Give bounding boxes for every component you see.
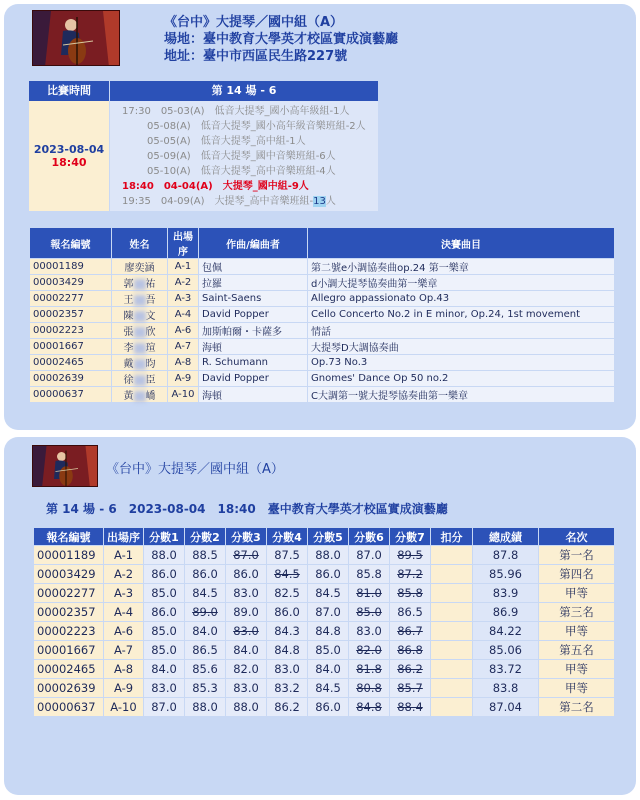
score-entry-order: A-3 (104, 584, 144, 603)
score-dropped: 85.7 (390, 679, 431, 698)
score-entry-id: 00002639 (34, 679, 104, 698)
entry-id: 00001667 (30, 339, 112, 355)
score-value: 84.0 (185, 622, 226, 641)
entry-id: 00000637 (30, 387, 112, 403)
schedule-session-header: 第 14 場 - 6 (110, 81, 378, 101)
schedule-time: 18:40 (51, 156, 87, 169)
score-dropped: 86.7 (390, 622, 431, 641)
score-value: 86.5 (390, 603, 431, 622)
score-row (34, 565, 615, 584)
score-value: 84.0 (308, 660, 349, 679)
entry-piece: C大調第一號大提琴協奏曲第一樂章 (308, 387, 615, 403)
score-value: 86.5 (185, 641, 226, 660)
score-dropped: 84.8 (349, 698, 390, 717)
score-value: 86.2 (267, 698, 308, 717)
col-header-id: 報名編號 (30, 228, 112, 259)
score-row (34, 679, 615, 698)
score-value: 83.0 (267, 660, 308, 679)
entry-id: 00001189 (30, 259, 112, 275)
entry-name-first: 郭 (123, 279, 134, 290)
entry-name-last: 文 (145, 311, 156, 322)
score-total: 83.9 (473, 584, 539, 603)
entry-row (30, 339, 615, 355)
highlighted-count: 13 (313, 196, 326, 207)
entry-name-last: 昀 (145, 359, 156, 370)
score-deduction (431, 584, 473, 603)
entry-name-first: 陳 (123, 311, 134, 322)
score-entry-order: A-6 (104, 622, 144, 641)
entry-piece: Allegro appassionato Op.43 (308, 291, 615, 307)
score-dropped: 83.0 (226, 622, 267, 641)
redacted-mark (134, 311, 146, 322)
score-row (34, 698, 615, 717)
entry-order: A-7 (168, 339, 199, 355)
event-title: 《台中》大提琴／國中組（A） (164, 15, 344, 30)
entry-name-last: 瑄 (145, 343, 156, 354)
score-value: 83.2 (267, 679, 308, 698)
score-value: 85.0 (308, 641, 349, 660)
score-value: 84.5 (308, 679, 349, 698)
entry-piece: 大提琴D大調協奏曲 (308, 339, 615, 355)
score-value: 85.6 (185, 660, 226, 679)
score-value: 86.0 (185, 565, 226, 584)
entry-row (30, 291, 615, 307)
score-dropped: 80.8 (349, 679, 390, 698)
results-session-line: 第 14 場 - 6 2023-08-04 18:40 臺中教育大學英才校區實成演藝廳 (46, 502, 448, 516)
score-row (34, 584, 615, 603)
score-entry-order: A-7 (104, 641, 144, 660)
schedule-list (110, 101, 378, 211)
score-value: 85.8 (349, 565, 390, 584)
score-total: 87.04 (473, 698, 539, 717)
col-header-score4: 分數4 (267, 528, 308, 546)
entry-name-first: 廖奕涵 (124, 263, 155, 274)
score-row (34, 622, 615, 641)
entries-header-row (30, 228, 615, 259)
score-value: 84.0 (226, 641, 267, 660)
score-value: 86.0 (144, 565, 185, 584)
col-header-score2: 分數2 (185, 528, 226, 546)
score-value: 85.0 (144, 641, 185, 660)
entry-composer: Saint-Saens (199, 291, 308, 307)
event-venue: 場地：臺中教育大學英才校區實成演藝廳 (164, 32, 399, 47)
score-entry-order: A-10 (104, 698, 144, 717)
score-entry-order: A-8 (104, 660, 144, 679)
score-entry-order: A-2 (104, 565, 144, 584)
score-value: 84.5 (308, 584, 349, 603)
score-row (34, 603, 615, 622)
schedule-row-text: 19:35 04-09(A) 大提琴_高中音樂班組- (122, 196, 314, 207)
entry-name-cell (112, 339, 168, 355)
score-dropped: 85.0 (349, 603, 390, 622)
entry-name-last: 祐 (145, 279, 156, 290)
score-value: 87.0 (349, 546, 390, 565)
entry-order: A-1 (168, 259, 199, 275)
score-value: 86.0 (144, 603, 185, 622)
score-entry-id: 00002223 (34, 622, 104, 641)
schedule-date: 2023-08-04 (33, 143, 105, 156)
score-rank: 甲等 (539, 584, 615, 603)
score-value: 88.0 (226, 698, 267, 717)
score-dropped: 82.0 (349, 641, 390, 660)
entry-name-cell (112, 291, 168, 307)
entry-piece: 情話 (308, 323, 615, 339)
score-value: 84.0 (144, 660, 185, 679)
score-total: 86.9 (473, 603, 539, 622)
entry-name-cell (112, 387, 168, 403)
col-header-total: 總成績 (473, 528, 539, 546)
score-deduction (431, 546, 473, 565)
score-total: 83.8 (473, 679, 539, 698)
score-dropped: 87.2 (390, 565, 431, 584)
col-header-id: 報名編號 (34, 528, 104, 546)
entry-id: 00002277 (30, 291, 112, 307)
event-address: 地址：臺中市西區民生路227號 (164, 49, 348, 64)
entry-order: A-10 (168, 387, 199, 403)
schedule-date-cell (29, 101, 109, 211)
col-header-order: 出場序 (104, 528, 144, 546)
score-entry-id: 00000637 (34, 698, 104, 717)
score-deduction (431, 660, 473, 679)
schedule-row: 05-05(A) 低音大提琴_高中組-1人 (147, 136, 306, 147)
score-entry-order: A-1 (104, 546, 144, 565)
score-rank: 甲等 (539, 660, 615, 679)
score-deduction (431, 641, 473, 660)
cellist-logo-image (32, 10, 120, 66)
entry-composer: 拉羅 (199, 275, 308, 291)
entry-order: A-9 (168, 371, 199, 387)
schedule-row: 17:30 05-03(A) 低音大提琴_國小高年級組-1人 (122, 106, 350, 117)
col-header-composer: 作曲/編曲者 (199, 228, 308, 259)
entry-row (30, 387, 615, 403)
entry-piece: Gnomes' Dance Op 50 no.2 (308, 371, 615, 387)
score-total: 85.06 (473, 641, 539, 660)
score-value: 87.0 (144, 698, 185, 717)
score-entry-order: A-4 (104, 603, 144, 622)
score-deduction (431, 622, 473, 641)
score-entry-id: 00001667 (34, 641, 104, 660)
schedule-row (110, 194, 378, 209)
score-deduction (431, 679, 473, 698)
score-dropped: 81.8 (349, 660, 390, 679)
score-value: 83.0 (226, 584, 267, 603)
entry-piece: 第二號e小調協奏曲op.24 第一樂章 (308, 259, 615, 275)
entry-composer: 海頓 (199, 387, 308, 403)
redacted-mark (134, 295, 146, 306)
score-deduction (431, 698, 473, 717)
schedule-row-suffix: 人 (325, 196, 336, 207)
col-header-name: 姓名 (112, 228, 168, 259)
score-value: 84.8 (308, 622, 349, 641)
score-rank: 第四名 (539, 565, 615, 584)
entry-name-first: 王 (123, 295, 134, 306)
score-dropped: 86.2 (390, 660, 431, 679)
entry-name-cell (112, 371, 168, 387)
score-row (34, 641, 615, 660)
entry-name-last: 臣 (145, 375, 156, 386)
schedule-row: 05-09(A) 低音大提琴_國中音樂班組-6人 (147, 151, 336, 162)
entry-order: A-3 (168, 291, 199, 307)
entry-row (30, 307, 615, 323)
entry-id: 00002465 (30, 355, 112, 371)
redacted-mark (134, 375, 146, 386)
score-row (34, 546, 615, 565)
entry-row (30, 275, 615, 291)
score-total: 83.72 (473, 660, 539, 679)
redacted-mark (134, 279, 146, 290)
score-rank: 甲等 (539, 679, 615, 698)
score-value: 88.5 (185, 546, 226, 565)
entry-composer: 包佩 (199, 259, 308, 275)
score-value: 82.5 (267, 584, 308, 603)
score-value: 85.0 (144, 622, 185, 641)
score-rank: 第三名 (539, 603, 615, 622)
entry-composer: 海頓 (199, 339, 308, 355)
col-header-score6: 分數6 (349, 528, 390, 546)
redacted-mark (134, 359, 146, 370)
score-value: 86.0 (267, 603, 308, 622)
entry-order: A-8 (168, 355, 199, 371)
score-entry-id: 00003429 (34, 565, 104, 584)
col-header-deduct: 扣分 (431, 528, 473, 546)
cellist-logo-image (32, 445, 98, 487)
score-value: 86.0 (308, 698, 349, 717)
entry-name-last: 嶠 (145, 391, 156, 402)
entry-piece: Cello Concerto No.2 in E minor, Op.24, 1st movement (308, 307, 615, 323)
score-value: 86.0 (308, 565, 349, 584)
score-row (34, 660, 615, 679)
col-header-order: 出場序 (168, 228, 199, 259)
score-value: 84.5 (185, 584, 226, 603)
entry-name-cell (112, 275, 168, 291)
score-value: 84.8 (267, 641, 308, 660)
score-dropped: 85.8 (390, 584, 431, 603)
score-value: 82.0 (226, 660, 267, 679)
score-rank: 第一名 (539, 546, 615, 565)
redacted-mark (134, 391, 146, 402)
score-dropped: 89.5 (390, 546, 431, 565)
score-value: 83.0 (144, 679, 185, 698)
results-title: 《台中》大提琴／國中組（A） (106, 462, 284, 477)
score-deduction (431, 565, 473, 584)
entry-composer: R. Schumann (199, 355, 308, 371)
entry-name-last: 吾 (145, 295, 156, 306)
entry-composer: David Popper (199, 371, 308, 387)
score-value: 88.0 (185, 698, 226, 717)
entry-id: 00002223 (30, 323, 112, 339)
entry-name-cell (112, 355, 168, 371)
scores-header-row (34, 528, 615, 546)
score-value: 89.0 (226, 603, 267, 622)
score-dropped: 88.4 (390, 698, 431, 717)
entry-id: 00002639 (30, 371, 112, 387)
entry-piece: Op.73 No.3 (308, 355, 615, 371)
entry-name-first: 戴 (123, 359, 134, 370)
entry-id: 00003429 (30, 275, 112, 291)
score-entry-id: 00002465 (34, 660, 104, 679)
entry-name-cell (112, 323, 168, 339)
entry-name-first: 張 (123, 327, 134, 338)
score-rank: 第五名 (539, 641, 615, 660)
score-total: 85.96 (473, 565, 539, 584)
entry-row (30, 355, 615, 371)
entry-name-first: 李 (123, 343, 134, 354)
entry-row (30, 259, 615, 275)
score-dropped: 89.0 (185, 603, 226, 622)
score-dropped: 81.0 (349, 584, 390, 603)
entry-name-first: 黃 (123, 391, 134, 402)
score-dropped: 86.8 (390, 641, 431, 660)
score-value: 88.0 (308, 546, 349, 565)
score-rank: 第二名 (539, 698, 615, 717)
redacted-mark (134, 327, 146, 338)
schedule-row: 05-10(A) 低音大提琴_高中音樂班組-4人 (147, 166, 336, 177)
score-entry-id: 00001189 (34, 546, 104, 565)
score-entry-id: 00002357 (34, 603, 104, 622)
entry-name-last: 欣 (145, 327, 156, 338)
entry-row (30, 371, 615, 387)
entry-row (30, 323, 615, 339)
col-header-score5: 分數5 (308, 528, 349, 546)
score-value: 85.0 (144, 584, 185, 603)
entry-name-first: 徐 (123, 375, 134, 386)
col-header-score7: 分數7 (390, 528, 431, 546)
score-total: 87.8 (473, 546, 539, 565)
schedule-row-current: 18:40 04-04(A) 大提琴_國中組-9人 (122, 181, 309, 192)
score-value: 83.0 (349, 622, 390, 641)
entry-order: A-4 (168, 307, 199, 323)
entry-composer: 加斯帕爾・卡薩多 (199, 323, 308, 339)
entry-order: A-2 (168, 275, 199, 291)
entry-composer: David Popper (199, 307, 308, 323)
score-entry-id: 00002277 (34, 584, 104, 603)
col-header-score3: 分數3 (226, 528, 267, 546)
score-value: 84.3 (267, 622, 308, 641)
score-value: 85.3 (185, 679, 226, 698)
score-total: 84.22 (473, 622, 539, 641)
entry-order: A-6 (168, 323, 199, 339)
schedule-row: 05-08(A) 低音大提琴_國小高年級音樂班組-2人 (147, 121, 366, 132)
score-dropped: 87.0 (226, 546, 267, 565)
schedule-time-header: 比賽時間 (29, 81, 109, 101)
score-value: 86.0 (226, 565, 267, 584)
col-header-piece: 決賽曲目 (308, 228, 615, 259)
entry-name-cell (112, 307, 168, 323)
redacted-mark (134, 343, 146, 354)
col-header-rank: 名次 (539, 528, 615, 546)
score-value: 83.0 (226, 679, 267, 698)
entry-piece: d小調大提琴協奏曲第一樂章 (308, 275, 615, 291)
score-entry-order: A-9 (104, 679, 144, 698)
scores-table (33, 527, 615, 717)
entry-name-cell (112, 259, 168, 275)
score-dropped: 84.5 (267, 565, 308, 584)
entries-table (29, 227, 615, 403)
score-deduction (431, 603, 473, 622)
score-rank: 甲等 (539, 622, 615, 641)
entry-id: 00002357 (30, 307, 112, 323)
score-value: 87.5 (267, 546, 308, 565)
score-value: 87.0 (308, 603, 349, 622)
col-header-score1: 分數1 (144, 528, 185, 546)
score-value: 88.0 (144, 546, 185, 565)
